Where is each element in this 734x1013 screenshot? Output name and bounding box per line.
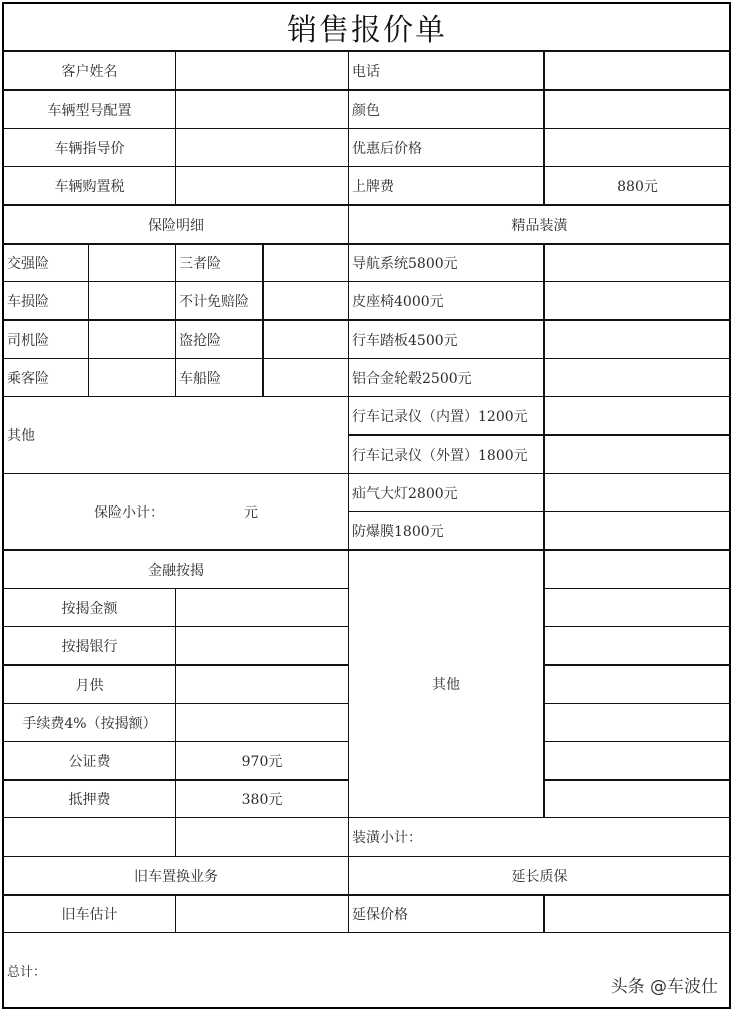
handling-fee-field[interactable] <box>176 704 348 741</box>
watermark: 头条 @车波仕 <box>610 977 718 997</box>
insurance-header: 保险明细 <box>148 217 204 234</box>
insurance-label-chesun: 车损险 <box>7 293 49 310</box>
purchase-tax-field[interactable] <box>176 167 348 204</box>
insurance-subtotal-unit: 元 <box>244 504 258 521</box>
finance-blank-field[interactable] <box>176 818 348 856</box>
accessory-other-field[interactable] <box>545 551 730 588</box>
insurance-field-daoqiang[interactable] <box>264 321 348 358</box>
loan-bank-label: 按揭银行 <box>61 638 118 655</box>
handling-fee-label: 手续费4%（按揭额） <box>22 715 157 732</box>
insurance-label-sanzhe: 三者险 <box>179 256 221 272</box>
loan-amount-label: 按揭金额 <box>61 600 118 617</box>
loan-bank-field[interactable] <box>176 627 348 664</box>
customer-name-label: 客户姓名 <box>61 63 118 80</box>
phone-label: 电话 <box>352 63 380 80</box>
insurance-field-siji[interactable] <box>89 321 175 358</box>
accessory-label-xenon-lights: 疝气大灯2800元 <box>352 485 458 502</box>
accessory-field-leather-seat[interactable] <box>545 282 730 319</box>
warranty-price-label: 延保价格 <box>352 907 408 923</box>
total-label: 总计： <box>7 964 47 980</box>
customer-name-field[interactable] <box>176 52 348 89</box>
finance-blank-label <box>4 818 175 856</box>
purchase-tax-label: 车辆购置税 <box>54 178 125 195</box>
accessory-other-field[interactable] <box>545 704 730 741</box>
notary-fee-field[interactable]: 970元 <box>241 753 283 770</box>
accessory-label-dashcam-external: 行车记录仪（外置）1800元 <box>352 447 528 464</box>
discount-price-label: 优惠后价格 <box>352 140 422 157</box>
accessory-field-navigation[interactable] <box>545 245 730 281</box>
accessory-field-footboard[interactable] <box>545 321 730 358</box>
insurance-subtotal <box>4 474 348 549</box>
accessory-label-leather-seat: 皮座椅4000元 <box>352 293 444 310</box>
insurance-label-siji: 司机险 <box>7 332 49 349</box>
loan-amount-field[interactable] <box>176 589 348 626</box>
accessory-label-window-film: 防爆膜1800元 <box>352 523 444 540</box>
old-car-estimate-field[interactable] <box>176 896 348 932</box>
trade-in-header: 旧车置换业务 <box>134 868 218 885</box>
accessories-other-label: 其他 <box>432 677 460 693</box>
color-field[interactable] <box>545 91 730 128</box>
discount-price-field[interactable] <box>545 129 730 166</box>
accessory-label-alloy-wheels: 铝合金轮毂2500元 <box>352 370 472 387</box>
insurance-field-chesun[interactable] <box>89 282 175 319</box>
accessory-field-alloy-wheels[interactable] <box>545 359 730 396</box>
insurance-label-chengke: 乘客险 <box>7 370 49 387</box>
insurance-label-chechuan: 车船险 <box>179 370 221 387</box>
insurance-label-bujimianpei: 不计免赔险 <box>179 293 249 310</box>
insurance-label-jiaoqiang: 交强险 <box>7 256 49 272</box>
accessory-field-xenon-lights[interactable] <box>545 474 730 511</box>
plate-fee-field[interactable]: 880元 <box>617 178 658 195</box>
accessory-field-dashcam-external[interactable] <box>545 436 730 473</box>
accessory-field-window-film[interactable] <box>545 512 730 549</box>
finance-header: 金融按揭 <box>148 562 204 579</box>
insurance-field-bujimianpei[interactable] <box>264 282 348 319</box>
notary-fee-label: 公证费 <box>68 753 111 770</box>
accessory-label-navigation: 导航系统5800元 <box>352 256 458 272</box>
model-config-label: 车辆型号配置 <box>47 102 132 119</box>
monthly-payment-field[interactable] <box>176 666 348 703</box>
insurance-field-chengke[interactable] <box>89 359 175 396</box>
accessories-header: 精品装潢 <box>511 217 568 234</box>
accessories-subtotal-label: 装潢小计： <box>352 830 422 846</box>
page-title: 销售报价单 <box>287 13 447 48</box>
insurance-subtotal-label: 保险小计： <box>94 504 164 521</box>
accessory-label-footboard: 行车踏板4500元 <box>352 332 458 349</box>
accessory-other-field[interactable] <box>545 589 730 626</box>
guide-price-field[interactable] <box>176 129 348 166</box>
monthly-payment-label: 月供 <box>75 677 104 694</box>
mortgage-fee-field[interactable]: 380元 <box>241 792 283 808</box>
insurance-field-chechuan[interactable] <box>264 359 348 396</box>
old-car-estimate-label: 旧车估计 <box>61 907 118 923</box>
phone-field[interactable] <box>545 52 730 89</box>
color-label: 颜色 <box>352 102 380 119</box>
plate-fee-label: 上牌费 <box>352 178 394 195</box>
insurance-field-sanzhe[interactable] <box>264 245 348 281</box>
accessory-field-dashcam-internal[interactable] <box>545 397 730 434</box>
accessory-label-dashcam-internal: 行车记录仪（内置）1200元 <box>352 408 528 425</box>
warranty-header: 延长质保 <box>511 868 568 885</box>
warranty-price-field[interactable] <box>545 896 730 932</box>
accessory-other-field[interactable] <box>545 666 730 703</box>
insurance-other-label: 其他 <box>7 428 35 444</box>
accessory-other-field[interactable] <box>545 742 730 779</box>
insurance-label-daoqiang: 盗抢险 <box>179 332 221 349</box>
guide-price-label: 车辆指导价 <box>54 140 125 157</box>
accessory-other-field[interactable] <box>545 781 730 817</box>
model-config-field[interactable] <box>176 91 348 128</box>
mortgage-fee-label: 抵押费 <box>68 792 111 808</box>
insurance-field-jiaoqiang[interactable] <box>89 245 175 281</box>
accessory-other-field[interactable] <box>545 627 730 664</box>
